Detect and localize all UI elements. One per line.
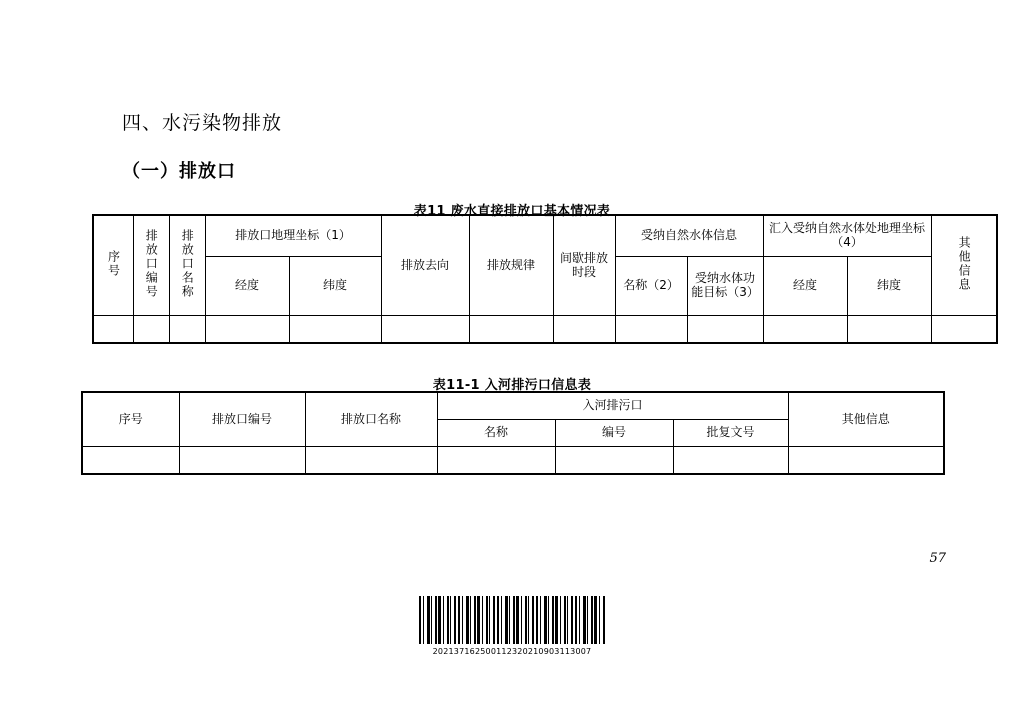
th-outlet-name: 排放口名称 bbox=[305, 392, 437, 447]
th-approval-doc: 批复文号 bbox=[673, 420, 788, 447]
th-receiving-name: 名称（2） bbox=[615, 257, 687, 316]
barcode bbox=[419, 596, 605, 656]
barcode-label: 202137162500112320210903113007 bbox=[432, 647, 592, 656]
cell bbox=[437, 447, 555, 475]
subsection-heading: （一）排放口 bbox=[122, 161, 236, 182]
th-other-info: 其他信息 bbox=[788, 392, 944, 447]
barcode-icon bbox=[419, 596, 605, 644]
th-inflow-longitude: 经度 bbox=[763, 257, 847, 316]
table11-header-row-1 bbox=[93, 215, 997, 257]
cell bbox=[847, 316, 931, 344]
table11-1-header-row-1 bbox=[82, 392, 944, 420]
th-intermittent-period: 间歇排放时段 bbox=[553, 215, 615, 316]
page-number: 57 bbox=[929, 551, 946, 566]
cell bbox=[133, 316, 169, 344]
table11-1-caption: 表11-1 入河排污口信息表 bbox=[432, 378, 592, 393]
th-river-name: 名称 bbox=[437, 420, 555, 447]
th-inflow-latitude: 纬度 bbox=[847, 257, 931, 316]
table11-waste-water-outlet bbox=[92, 214, 998, 344]
cell bbox=[469, 316, 553, 344]
th-geo-coords-group: 排放口地理坐标（1） bbox=[205, 215, 381, 257]
th-longitude: 经度 bbox=[205, 257, 289, 316]
cell bbox=[169, 316, 205, 344]
th-receiving-function-target: 受纳水体功能目标（3） bbox=[687, 257, 763, 316]
section-heading: 四、水污染物排放 bbox=[122, 112, 283, 134]
th-discharge-pattern: 排放规律 bbox=[469, 215, 553, 316]
th-other-info: 其他信息 bbox=[931, 215, 997, 316]
table-row bbox=[82, 447, 944, 475]
cell bbox=[82, 447, 179, 475]
th-discharge-direction: 排放去向 bbox=[381, 215, 469, 316]
table11-caption: 表11 废水直接排放口基本情况表 bbox=[413, 204, 611, 219]
th-latitude: 纬度 bbox=[289, 257, 381, 316]
cell bbox=[687, 316, 763, 344]
cell bbox=[673, 447, 788, 475]
th-receiving-water-group: 受纳自然水体信息 bbox=[615, 215, 763, 257]
th-outlet-name: 排放口名称 bbox=[169, 215, 205, 316]
cell bbox=[205, 316, 289, 344]
table-row bbox=[93, 316, 997, 344]
th-seq: 序号 bbox=[93, 215, 133, 316]
th-seq: 序号 bbox=[82, 392, 179, 447]
th-inflow-coords-group: 汇入受纳自然水体处地理坐标（4） bbox=[763, 215, 931, 257]
cell bbox=[289, 316, 381, 344]
cell bbox=[931, 316, 997, 344]
cell bbox=[179, 447, 305, 475]
cell bbox=[305, 447, 437, 475]
cell bbox=[553, 316, 615, 344]
th-outlet-code: 排放口编号 bbox=[179, 392, 305, 447]
cell bbox=[381, 316, 469, 344]
th-river-outlet-group: 入河排污口 bbox=[437, 392, 788, 420]
cell bbox=[555, 447, 673, 475]
cell bbox=[763, 316, 847, 344]
th-outlet-code: 排放口编号 bbox=[133, 215, 169, 316]
th-river-code: 编号 bbox=[555, 420, 673, 447]
table11-1-river-outlet bbox=[81, 391, 945, 475]
cell bbox=[788, 447, 944, 475]
cell bbox=[615, 316, 687, 344]
cell bbox=[93, 316, 133, 344]
